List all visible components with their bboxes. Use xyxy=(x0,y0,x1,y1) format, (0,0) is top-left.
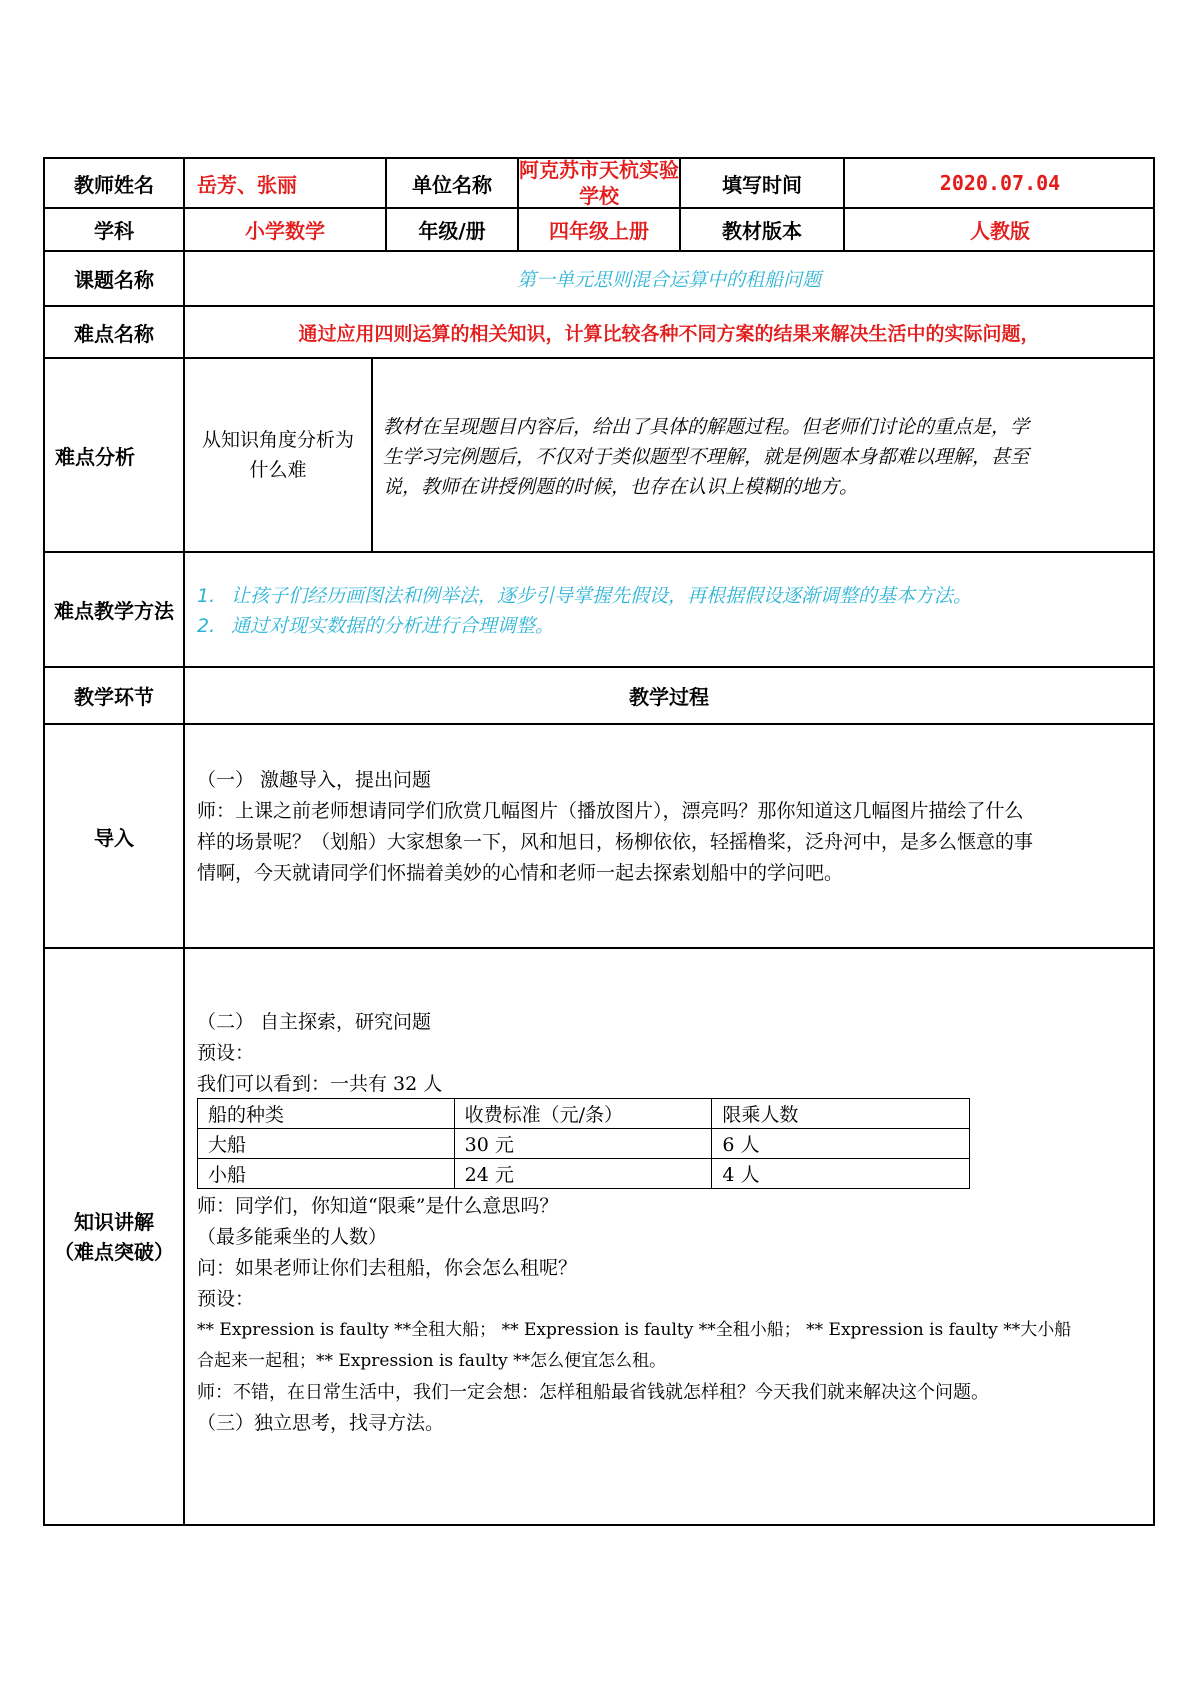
analysis-label: 难点分析 xyxy=(55,444,135,469)
analysis-text xyxy=(373,359,1153,551)
knowledge-q2: 问：如果老师让你们去租船，你会怎么租呢？ xyxy=(197,1257,578,1279)
process-label: 教学过程 xyxy=(629,685,709,709)
table-header-cell: 限乘人数 xyxy=(712,1099,970,1129)
analysis-text-line3: 说，教师在讲授例题的时候，也存在认识上模糊的地方。 xyxy=(383,476,859,498)
row-difficulty xyxy=(45,307,1153,359)
unit-value-line1: 阿克苏市天杭实验 xyxy=(519,158,679,182)
knowledge-options-line1: ** Expression is faulty **全租大船； ** Expression is faulty **全租小船； ** Expression is faulty **大小船 xyxy=(197,1320,1072,1340)
method-num-1: 1. xyxy=(197,585,216,607)
methods-label: 难点教学方法 xyxy=(54,599,174,623)
table-header-row xyxy=(198,1099,970,1129)
table-row xyxy=(198,1129,970,1159)
table-cell: 24 元 xyxy=(454,1159,712,1189)
table-row xyxy=(198,1159,970,1189)
analysis-text-line1: 教材在呈现题目内容后，给出了具体的解题过程。但老师们讨论的重点是，学 xyxy=(383,416,1030,438)
row-intro xyxy=(45,725,1153,949)
table-cell: 小船 xyxy=(198,1159,455,1189)
topic-value: 第一单元思则混合运算中的租船问题 xyxy=(516,269,821,291)
subject-label: 学科 xyxy=(94,219,134,243)
stage-label: 教学环节 xyxy=(74,685,154,709)
row-process-header xyxy=(45,668,1153,725)
knowledge-label xyxy=(45,949,183,1524)
grade-label: 年级/册 xyxy=(418,219,486,243)
knowledge-label-line1: 知识讲解 xyxy=(74,1209,154,1234)
intro-content xyxy=(185,725,1153,947)
methods-list xyxy=(185,553,1153,666)
method-text-1: 让孩子们经历画图法和例举法，逐步引导掌握先假设，再根据假设逐渐调整的基本方法。 xyxy=(231,585,973,607)
analysis-sub-label-line1: 从知识角度分析为 xyxy=(201,429,354,451)
method-item-2 xyxy=(197,611,554,641)
knowledge-preset1: 预设： xyxy=(197,1042,255,1064)
intro-line2: 样的场景呢？（划船）大家想象一下，风和旭日，杨柳依依，轻摇橹桨，泛舟河中，是多么惬意的事 xyxy=(197,831,1034,853)
table-cell: 30 元 xyxy=(454,1129,712,1159)
table-header-cell: 收费标准（元/条） xyxy=(454,1099,712,1129)
knowledge-content-bottom xyxy=(197,1191,1147,1439)
unit-value xyxy=(519,159,679,207)
analysis-sub-label xyxy=(185,359,371,551)
grade-value: 四年级上册 xyxy=(549,219,649,243)
knowledge-q1: 师：同学们，你知道“限乘”是什么意思吗？ xyxy=(197,1195,559,1217)
topic-label: 课题名称 xyxy=(74,268,154,292)
knowledge-heading: （二） 自主探索，研究问题 xyxy=(197,1011,432,1033)
analysis-sub-label-line2: 什么难 xyxy=(249,459,307,481)
knowledge-next: （三）独立思考，找寻方法。 xyxy=(197,1412,445,1434)
knowledge-total: 我们可以看到：一共有 32 人 xyxy=(197,1073,443,1095)
row-topic xyxy=(45,252,1153,307)
subject-value: 小学数学 xyxy=(245,219,325,243)
table-cell: 大船 xyxy=(198,1129,455,1159)
method-text-2: 通过对现实数据的分析进行合理调整。 xyxy=(231,615,555,637)
difficulty-label: 难点名称 xyxy=(74,321,154,346)
lesson-plan-table xyxy=(43,157,1155,1526)
date-label: 填写时间 xyxy=(722,172,802,197)
knowledge-a1: （最多能乘坐的人数） xyxy=(197,1226,388,1248)
method-num-2: 2. xyxy=(197,615,216,637)
knowledge-preset2: 预设： xyxy=(197,1288,255,1310)
intro-line1: 师：上课之前老师想请同学们欣赏几幅图片（播放图片），漂亮吗？那你知道这几幅图片描绘了什么 xyxy=(197,800,1024,822)
method-item-1 xyxy=(197,581,972,611)
row-teacher-info xyxy=(45,159,1153,209)
table-cell: 4 人 xyxy=(712,1159,970,1189)
intro-line3: 情啊，今天就请同学们怀揣着美妙的心情和老师一起去探索划船中的学问吧。 xyxy=(197,862,844,884)
row-analysis xyxy=(45,359,1153,553)
edition-label: 教材版本 xyxy=(722,219,802,243)
table-cell: 6 人 xyxy=(712,1129,970,1159)
knowledge-content-top xyxy=(197,1007,1147,1100)
table-header-cell: 船的种类 xyxy=(198,1099,455,1129)
intro-heading: （一） 激趣导入，提出问题 xyxy=(197,769,432,791)
knowledge-closing: 师：不错，在日常生活中，我们一定会想：怎样租船最省钱就怎样租？今天我们就来解决这个问题。 xyxy=(197,1382,989,1403)
edition-value: 人教版 xyxy=(970,219,1030,243)
analysis-text-line2: 生学习完例题后，不仅对于类似题型不理解，就是例题本身都难以理解，甚至 xyxy=(383,446,1030,468)
teacher-value: 岳芳、张丽 xyxy=(197,172,297,197)
row-methods xyxy=(45,553,1153,668)
row-knowledge xyxy=(45,949,1153,1524)
intro-label: 导入 xyxy=(94,825,134,850)
difficulty-value: 通过应用四则运算的相关知识，计算比较各种不同方案的结果来解决生活中的实际问题， xyxy=(298,322,1040,345)
knowledge-options-line2: 合起来一起租；** Expression is faulty **怎么便宜怎么租。 xyxy=(197,1351,667,1371)
unit-label: 单位名称 xyxy=(412,172,492,197)
row-subject-info xyxy=(45,209,1153,252)
unit-value-line2: 学校 xyxy=(579,184,619,208)
teacher-label: 教师姓名 xyxy=(74,172,154,197)
date-value: 2020.07.04 xyxy=(939,171,1061,195)
boat-table xyxy=(197,1098,970,1189)
knowledge-label-line2: （难点突破） xyxy=(54,1239,174,1264)
